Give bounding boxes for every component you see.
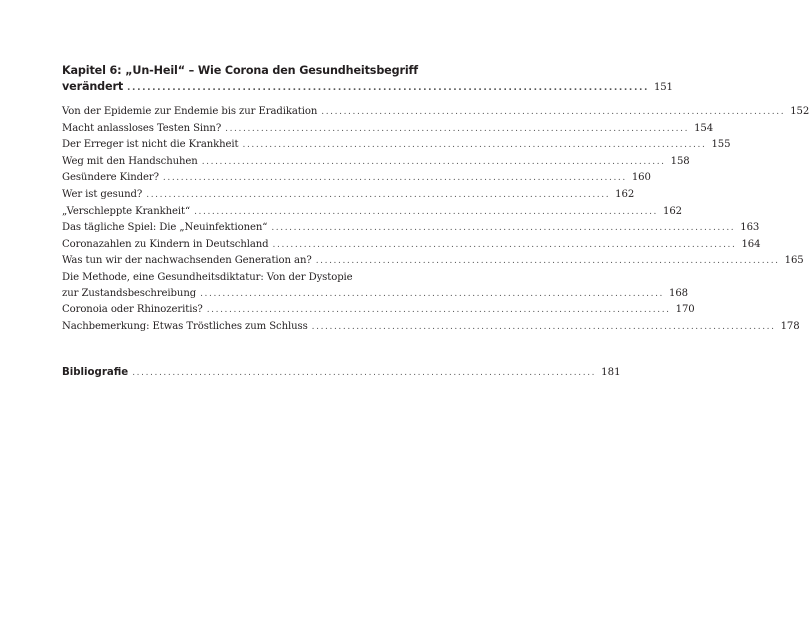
toc-entry-page: 162 [615, 188, 635, 200]
bibliography-title: Bibliografie [62, 367, 129, 379]
dot-leader: ........................................................................................................ [272, 239, 737, 250]
toc-entry [62, 121, 714, 138]
toc-entry-page: 170 [675, 304, 695, 316]
chapter-title-line-2: verändert [62, 80, 124, 93]
toc-entry-title: Nachbemerkung: Etwas Tröstliches zum Schluss [62, 320, 308, 332]
toc-entry-page: 168 [669, 287, 688, 299]
toc-entry-second-line [62, 286, 688, 303]
toc-entry-title: „Verschleppte Krankheit“ [62, 205, 191, 217]
toc-entry-page: 152 [790, 106, 809, 117]
toc-entry-title: Coronazahlen zu Kindern in Deutschland [62, 238, 269, 250]
toc-entry [62, 154, 690, 171]
toc-entry [62, 204, 682, 221]
toc-entry-title: Von der Epidemie zur Endemie bis zur Eradikation [62, 106, 318, 117]
dot-leader: ........................................................................................................ [271, 223, 736, 234]
toc-entry-page: 178 [780, 320, 800, 332]
toc-entry [62, 302, 695, 319]
table-of-contents [62, 63, 809, 382]
toc-entry [62, 104, 809, 121]
toc-entry-page: 165 [784, 255, 804, 267]
dot-leader: ........................................................................................................ [194, 206, 658, 217]
toc-entry [62, 220, 760, 237]
toc-entry [62, 137, 731, 154]
dot-leader: ........................................................................................................ [162, 173, 627, 184]
toc-entry-title: Weg mit den Handschuhen [62, 155, 198, 167]
dot-leader: ........................................................................................................ [242, 140, 707, 151]
dot-leader: ........................................................................................................ [315, 256, 780, 267]
toc-entry-title-line-1: Die Methode, eine Gesundheitsdiktatur: Von der Dystopie [62, 271, 353, 283]
dot-leader: ........................................................................................................ [321, 107, 786, 117]
chapter-title-line-1: Kapitel 6: „Un-Heil“ – Wie Corona den Gesundheitsbegriff [62, 64, 418, 77]
toc-entry-title: Das tägliche Spiel: Die „Neuinfektionen“ [62, 222, 268, 234]
bibliography-page: 181 [601, 367, 621, 379]
toc-entry-page: 164 [741, 238, 761, 250]
toc-entry-page: 154 [694, 122, 714, 134]
toc-entry-title: Was tun wir der nachwachsenden Generation an? [62, 255, 312, 267]
dot-leader: ........................................................................................................ [225, 123, 690, 134]
dot-leader: ........................................................................................................ [146, 189, 611, 200]
dot-leader: ........................................................................................................ [200, 288, 665, 299]
toc-entry-page: 155 [711, 139, 731, 151]
chapter-page-number: 151 [654, 82, 673, 93]
toc-entry-page: 162 [663, 205, 682, 217]
dot-leader: ........................................................................................................ [206, 305, 671, 316]
toc-entry [62, 270, 688, 302]
bibliography-entry [62, 365, 621, 382]
chapter-heading [62, 63, 673, 96]
toc-entry-title: Gesündere Kinder? [62, 172, 159, 184]
toc-entry [62, 237, 761, 254]
toc-entry-title: Der Erreger ist nicht die Krankheit [62, 139, 239, 151]
toc-entry [62, 253, 804, 270]
toc-entry [62, 170, 651, 187]
toc-entry-title: Coronoia oder Rhinozeritis? [62, 304, 203, 316]
toc-entry [62, 319, 800, 336]
toc-entry-page: 163 [740, 222, 760, 234]
dot-leader: ........................................................................................................ [127, 83, 650, 93]
toc-entry-title: Macht anlassloses Testen Sinn? [62, 122, 222, 134]
toc-entry-title: Wer ist gesund? [62, 188, 143, 200]
dot-leader: ........................................................................................................ [311, 321, 776, 332]
toc-entry-page: 158 [670, 155, 690, 167]
toc-entry-page: 160 [631, 172, 651, 184]
chapter-title-row [62, 79, 673, 96]
dot-leader: ........................................................................................................ [201, 156, 666, 167]
toc-entry-title-line-2: zur Zustandsbeschreibung [62, 287, 197, 299]
toc-entry [62, 187, 635, 204]
dot-leader: ........................................................................................................ [132, 368, 597, 379]
